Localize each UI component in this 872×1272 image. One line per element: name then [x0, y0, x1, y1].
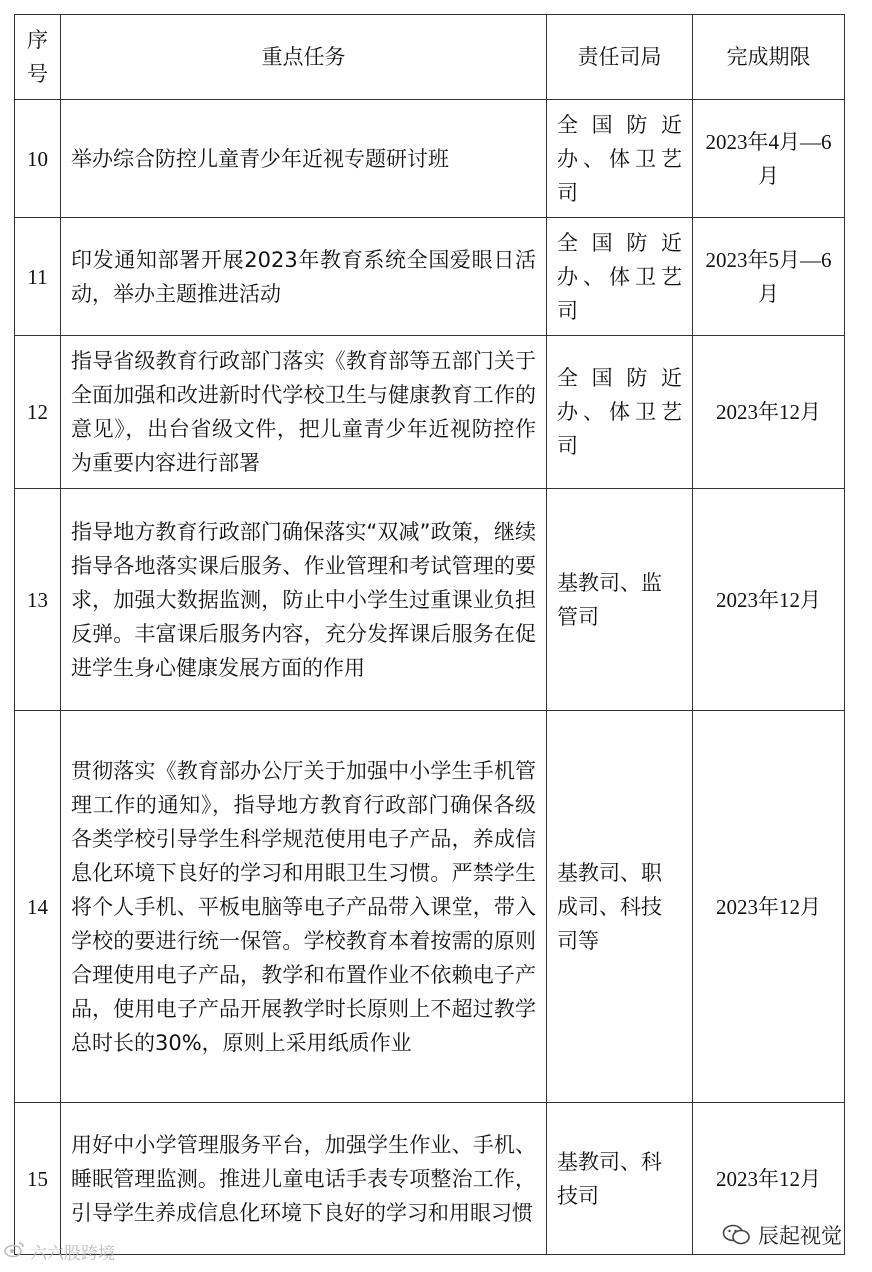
- row-task: 指导省级教育行政部门落实《教育部等五部门关于全面加强和改进新时代学校卫生与健康教育工作的意见》，出台省级文件，把儿童青少年近视防控作为重要内容进行部署: [61, 336, 547, 489]
- table-row: [15, 489, 845, 711]
- table-row: [15, 711, 845, 1103]
- row-deadline: 2023年12月: [693, 1103, 845, 1255]
- header-task: 重点任务: [61, 15, 547, 100]
- header-seq: 序号: [15, 15, 61, 100]
- row-seq: 11: [15, 218, 61, 336]
- watermark-right: [722, 1220, 842, 1250]
- header-dept: 责任司局: [547, 15, 693, 100]
- row-dept: 基教司、职成司、科技司等: [547, 711, 693, 1103]
- row-task: 贯彻落实《教育部办公厅关于加强中小学生手机管理工作的通知》，指导地方教育行政部门确保各级各类学校引导学生科学规范使用电子产品，养成信息化环境下良好的学习和用眼卫生习惯。严禁学生将个人手机、平板电脑等电子产品带入课堂，带入学校的要进行统一保管。学校教育本着按需的原则合理使用电子产品，教学和布置作业不依赖电子产品，使用电子产品开展教学时长原则上不超过教学总时长的30%，原则上采用纸质作业: [61, 711, 547, 1103]
- row-deadline: 2023年12月: [693, 711, 845, 1103]
- sina-weibo-icon: [4, 1240, 26, 1263]
- row-seq: 14: [15, 711, 61, 1103]
- row-task: 指导地方教育行政部门确保落实“双减”政策，继续指导各地落实课后服务、作业管理和考试管理的要求，加强大数据监测，防止中小学生过重课业负担反弹。丰富课后服务内容，充分发挥课后服务在促进学生身心健康发展方面的作用: [61, 489, 547, 711]
- watermark-left: [4, 1239, 115, 1264]
- table-header-row: [15, 15, 845, 100]
- row-dept: 基教司、监管司: [547, 489, 693, 711]
- row-deadline: 2023年5月—6月: [693, 218, 845, 336]
- row-seq: 15: [15, 1103, 61, 1255]
- row-seq: 13: [15, 489, 61, 711]
- row-deadline: 2023年12月: [693, 336, 845, 489]
- table-row: [15, 218, 845, 336]
- row-deadline: 2023年4月—6月: [693, 100, 845, 218]
- row-deadline: 2023年12月: [693, 489, 845, 711]
- table-row: [15, 336, 845, 489]
- table-row: [15, 1103, 845, 1255]
- row-dept: 全国防近办、体卫艺司: [547, 336, 693, 489]
- row-task: 印发通知部署开展2023年教育系统全国爱眼日活动，举办主题推进活动: [61, 218, 547, 336]
- header-deadline: 完成期限: [693, 15, 845, 100]
- row-dept: 基教司、科技司: [547, 1103, 693, 1255]
- row-dept: 全国防近办、体卫艺司: [547, 100, 693, 218]
- wechat-icon: [722, 1224, 752, 1246]
- row-task: 举办综合防控儿童青少年近视专题研讨班: [61, 100, 547, 218]
- watermark-left-text: 六六股跨境: [30, 1244, 115, 1264]
- row-seq: 10: [15, 100, 61, 218]
- table-row: [15, 100, 845, 218]
- row-task: 用好中小学管理服务平台，加强学生作业、手机、睡眠管理监测。推进儿童电话手表专项整治工作，引导学生养成信息化环境下良好的学习和用眼习惯: [61, 1103, 547, 1255]
- task-table: [14, 14, 845, 1255]
- row-dept: 全国防近办、体卫艺司: [547, 218, 693, 336]
- row-seq: 12: [15, 336, 61, 489]
- watermark-right-text: 辰起视觉: [758, 1224, 842, 1248]
